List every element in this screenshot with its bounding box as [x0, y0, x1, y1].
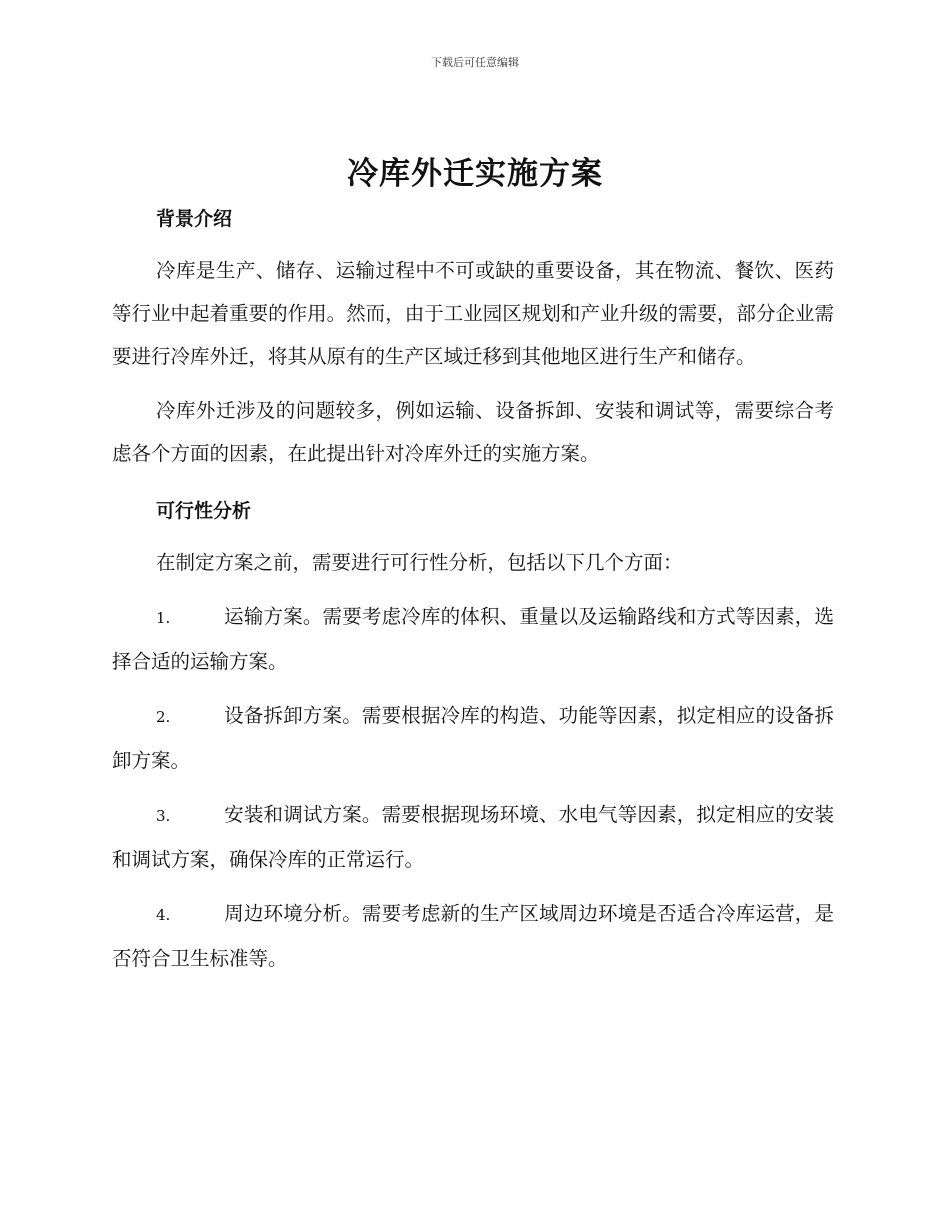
list-item-number: 4. — [156, 906, 171, 924]
list-item-text: 设备拆卸方案。需要根据冷库的构造、功能等因素，拟定相应的设备拆卸方案。 — [112, 704, 834, 772]
header-note: 下载后可任意编辑 — [431, 56, 519, 69]
list-item — [112, 793, 834, 881]
list-item-number: 2. — [156, 708, 171, 726]
list-item — [112, 892, 834, 980]
list-item-number: 3. — [156, 807, 171, 825]
list-item-text: 安装和调试方案。需要根据现场环境、水电气等因素，拟定相应的安装和调试方案，确保冷库的正常运行。 — [112, 803, 834, 871]
list-item — [112, 595, 834, 683]
paragraph: 在制定方案之前，需要进行可行性分析，包括以下几个方面： — [156, 551, 683, 574]
paragraph: 冷库外迁涉及的问题较多，例如运输、设备拆卸、安装和调试等，需要综合考虑各个方面的因素，在此提出针对冷库外迁的实施方案。 — [112, 399, 834, 465]
document-body — [112, 200, 834, 980]
list-item-text: 周边环境分析。需要考虑新的生产区域周边环境是否适合冷库运营，是否符合卫生标准等。 — [112, 902, 834, 970]
document-title: 冷库外迁实施方案 — [347, 156, 603, 192]
list-item — [112, 694, 834, 782]
section-heading-feasibility: 可行性分析 — [156, 500, 252, 522]
section-heading-background: 背景介绍 — [156, 208, 233, 230]
list-item-text: 运输方案。需要考虑冷库的体积、重量以及运输路线和方式等因素，选择合适的运输方案。 — [112, 605, 834, 673]
paragraph: 冷库是生产、储存、运输过程中不可或缺的重要设备，其在物流、餐饮、医药等行业中起着重要的作用。然而，由于工业园区规划和产业升级的需要，部分企业需要进行冷库外迁，将其从原有的生产区域迁移到其他地区进行生产和储存。 — [112, 259, 834, 368]
list-item-number: 1. — [156, 609, 171, 627]
